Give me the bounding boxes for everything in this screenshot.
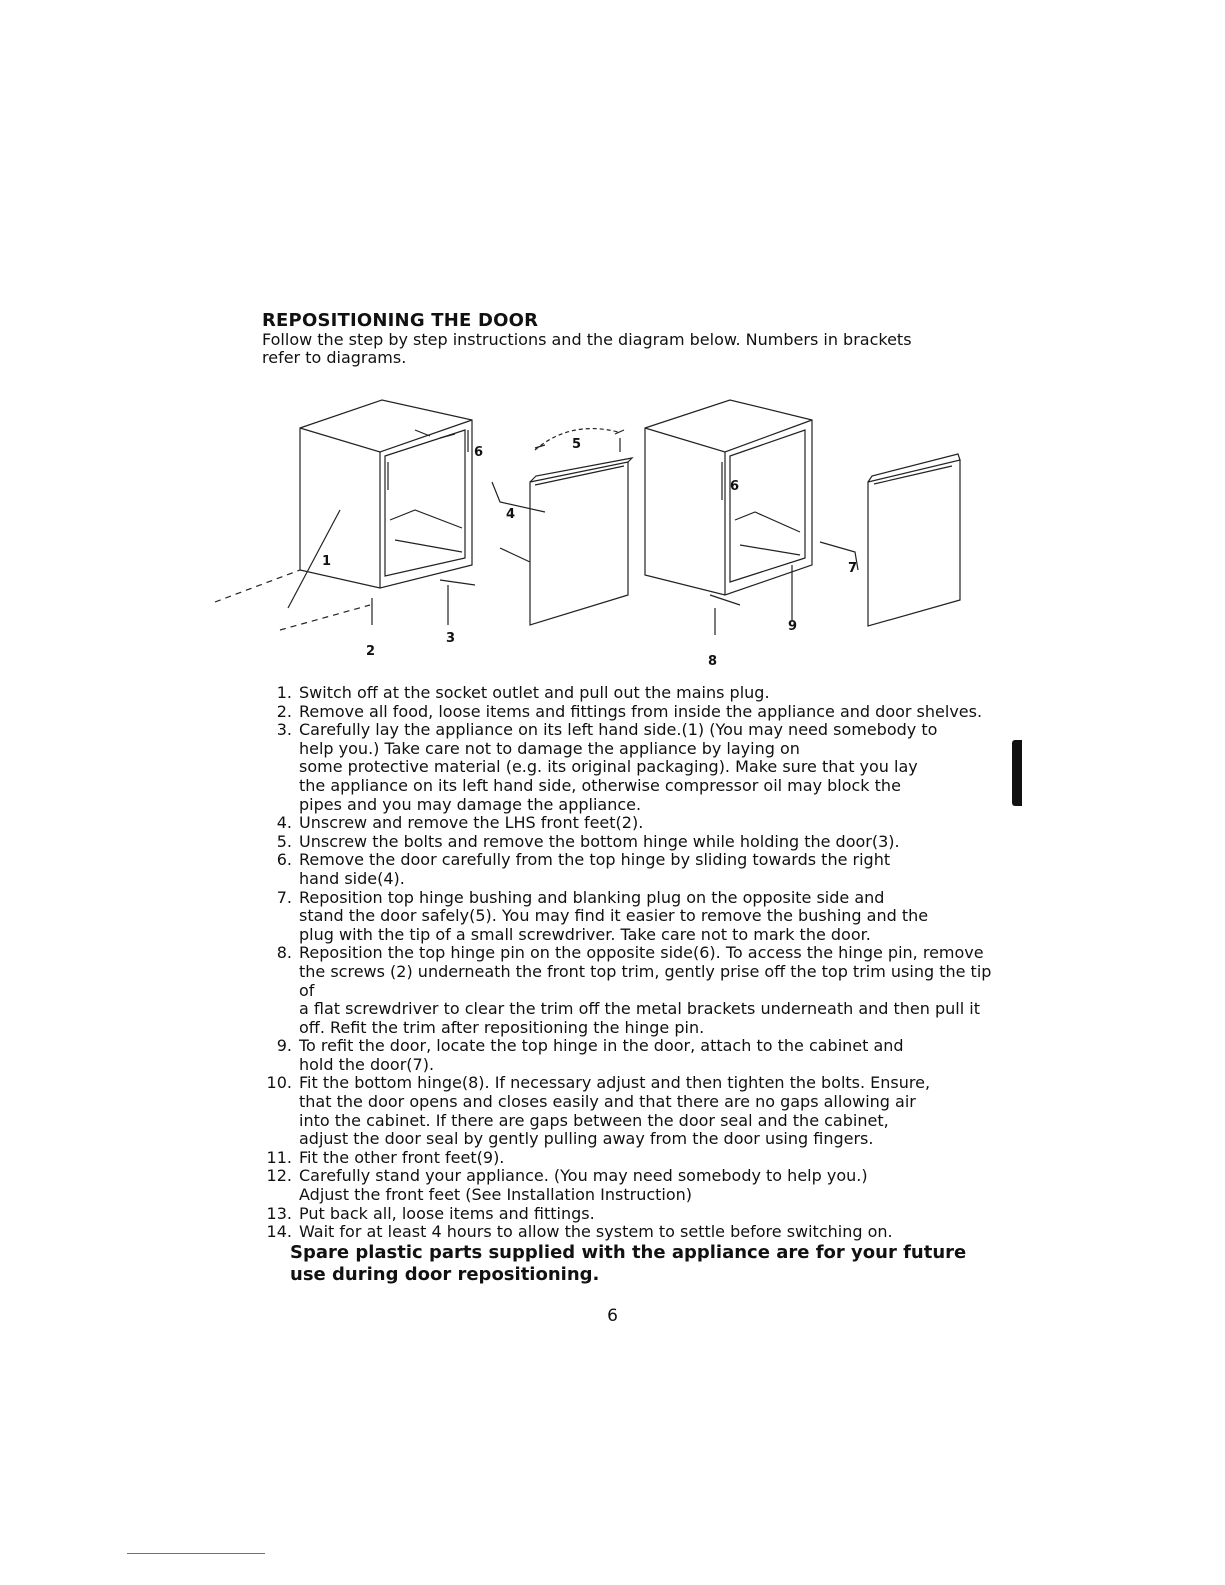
callout-5: 5 xyxy=(572,437,582,452)
step-2: 2. Remove all food, loose items and fittings from inside the appliance and door shelves. xyxy=(276,701,983,721)
callout-4: 4 xyxy=(506,507,516,522)
door-repositioning-diagram xyxy=(200,390,980,675)
step-11: 11. Fit the other front feet(9). xyxy=(266,1147,505,1167)
diagram-callouts xyxy=(322,437,857,669)
step-14: 14. Wait for at least 4 hours to allow the system to settle before switching on. xyxy=(266,1222,893,1242)
page-heading: REPOSITIONING THE DOOR xyxy=(262,310,539,331)
step-12: 12. Carefully stand your appliance. (You may need somebody to help you.) Adjust the front feet (See Installation Instruction) xyxy=(266,1166,868,1205)
step-5: 5. Unscrew the bolts and remove the bottom hinge while holding the door(3). xyxy=(276,831,900,851)
step-10: 10. Fit the bottom hinge(8). If necessary adjust and then tighten the bolts. Ensure, that the door opens and closes easily and that there are no gaps allowing air into the cabinet. If there are gaps between the door seal and the cabinet, adjust the door seal by gently pulling away from the door using fingers. xyxy=(266,1073,931,1149)
footer-rule xyxy=(127,1553,265,1554)
edge-tab-mark xyxy=(1012,740,1022,806)
callout-6b: 6 xyxy=(730,479,740,494)
callout-6a: 6 xyxy=(474,445,484,460)
step-4: 4. Unscrew and remove the LHS front feet(2). xyxy=(276,813,644,833)
step-3: 3. Carefully lay the appliance on its left hand side.(1) (You may need somebody to help you.) Take care not to damage the appliance by laying on some protective material (e.g. its original packaging). Make sure that you lay the appliance on its left hand side, otherwise compressor oil may block the pipes and you may damage the appliance. xyxy=(276,720,938,814)
door-left xyxy=(530,462,628,625)
callout-2: 2 xyxy=(366,644,376,659)
callout-1: 1 xyxy=(322,554,332,569)
spare-parts-note: Spare plastic parts supplied with the appliance are for your future use during door repositioning. xyxy=(290,1242,967,1285)
page-number: 6 xyxy=(607,1306,618,1326)
callout-3: 3 xyxy=(446,631,456,646)
step-13: 13. Put back all, loose items and fittings. xyxy=(266,1203,595,1223)
step-8: 8. Reposition the top hinge pin on the opposite side(6). To access the hinge pin, remove the screws (2) underneath the front top trim, gently prise off the top trim using the tip of a flat screwdriver to clear the trim off the metal brackets underneath and then pull it off. Refit the trim after repositioning the hinge pin. xyxy=(276,943,992,1037)
callout-7: 7 xyxy=(848,561,858,576)
intro-text: Follow the step by step instructions and the diagram below. Numbers in brackets refer to diagrams. xyxy=(262,330,912,367)
step-1: 1. Switch off at the socket outlet and pull out the mains plug. xyxy=(276,683,770,702)
step-7: 7. Reposition top hinge bushing and blanking plug on the opposite side and stand the door safely(5). You may find it easier to remove the bushing and the plug with the tip of a small screwdriver. Take care not to mark the door. xyxy=(276,887,929,944)
door-right xyxy=(868,460,960,626)
callout-8: 8 xyxy=(708,654,718,669)
callout-9: 9 xyxy=(788,619,798,634)
step-6: 6. Remove the door carefully from the top hinge by sliding towards the right hand side(4). xyxy=(276,850,891,888)
step-9: 9. To refit the door, locate the top hinge in the door, attach to the cabinet and hold the door(7). xyxy=(276,1036,904,1074)
steps-list xyxy=(255,684,1000,1242)
